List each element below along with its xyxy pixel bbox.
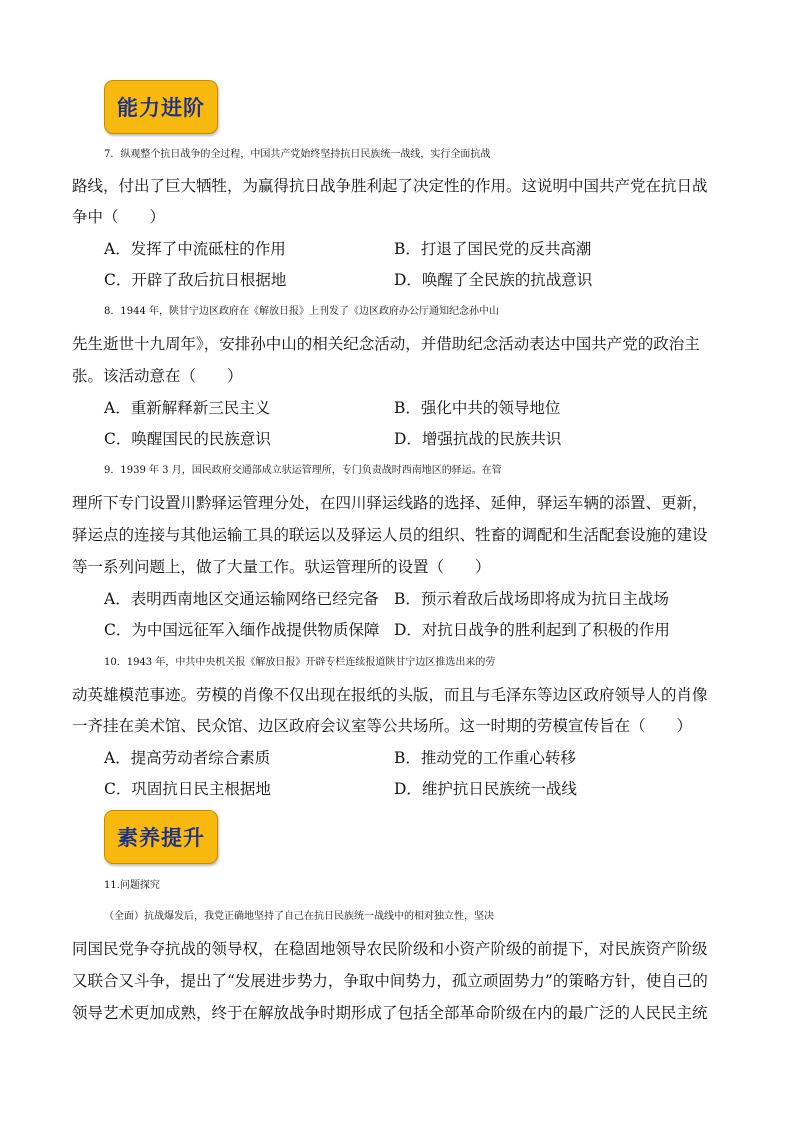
- question-11-line-2: 同国民党争夺抗战的领导权，在稳固地领导农民阶级和小资产阶级的前提下，对民族资产阶级: [72, 940, 708, 958]
- question-9-line-3: 驿运点的连接与其他运输工具的联运以及驿运人员的组织、牲畜的调配和生活配套设施的建设: [72, 526, 708, 544]
- question-10-line-2: 动英雄模范事迹。劳模的肖像不仅出现在报纸的头版，而且与毛泽东等边区政府领导人的肖像: [72, 686, 708, 704]
- question-9-option-a: A．表明西南地区交通运输网络已经完备: [104, 590, 379, 608]
- question-11-line-4: 领导艺术更加成熟，终于在解放战争时期形成了包括全部革命阶级在内的最广泛的人民民主统: [72, 1004, 708, 1022]
- question-9-option-d: D．对抗日战争的胜利起到了积极的作用: [394, 621, 670, 639]
- question-8-line-2: 先生逝世十九周年》，安排孙中山的相关纪念活动，并借助纪念活动表达中国共产党的政治主: [72, 335, 700, 353]
- question-7-option-c: C．开辟了敌后抗日根据地: [104, 271, 287, 289]
- section-badge-literacy: [104, 810, 218, 864]
- question-10-option-c: C．巩固抗日民主根据地: [104, 780, 271, 798]
- question-10-option-a: A．提高劳动者综合素质: [104, 749, 271, 767]
- question-7-option-a: A．发挥了中流砥柱的作用: [104, 240, 286, 258]
- question-10-option-d: D．维护抗日民族统一战线: [394, 780, 577, 798]
- question-7-line-3: 争中（ ）: [72, 208, 166, 226]
- question-9-line-4: 等一系列问题上，做了大量工作。驮运管理所的设置（ ）: [72, 558, 491, 576]
- question-8-line-3: 张。该活动意在（ ）: [72, 367, 243, 385]
- question-8-option-b: B．强化中共的领导地位: [394, 399, 561, 417]
- question-8-option-d: D．增强抗战的民族共识: [394, 430, 562, 448]
- question-11-line-1: （全面）抗战爆发后，我党正确地坚持了自己在抗日民族统一战线中的相对独立性，坚决: [104, 911, 494, 922]
- question-9-option-c: C．为中国远征军入缅作战提供物质保障: [104, 621, 380, 639]
- question-8-line-1: 8．1944 年，陕甘宁边区政府在《解放日报》上刊发了《边区政府办公厅通知纪念孙中山: [104, 306, 499, 317]
- question-7-option-b: B．打退了国民党的反共高潮: [394, 240, 592, 258]
- question-7-line-2: 路线，付出了巨大牺牲，为赢得抗日战争胜利起了决定性的作用。这说明中国共产党在抗日战: [72, 177, 708, 195]
- question-11-line-3: 又联合又斗争，提出了“发展进步势力，争取中间势力，孤立顽固势力”的策略方针，使自己的: [72, 972, 708, 990]
- question-9-line-1: 9．1939 年 3 月，国民政府交通部成立驮运管理所，专门负责战时西南地区的驿运。在管: [104, 465, 502, 476]
- question-10-line-3: 一齐挂在美术馆、民众馆、边区政府会议室等公共场所。这一时期的劳模宣传旨在（ ）: [72, 717, 693, 735]
- question-7-option-d: D．唤醒了全民族的抗战意识: [394, 271, 593, 289]
- section-title-ability: 能力进阶: [117, 96, 205, 120]
- question-10-line-1: 10．1943 年，中共中央机关报《解放日报》开辟专栏连续报道陕甘宁边区推选出来的劳: [104, 657, 496, 668]
- question-9-line-2: 理所下专门设置川黔驿运管理分处，在四川驿运线路的选择、延伸，驿运车辆的添置、更新，: [72, 494, 708, 512]
- section-badge-ability: [104, 80, 218, 134]
- section-title-literacy: 素养提升: [117, 826, 205, 850]
- question-9-option-b: B．预示着敌后战场即将成为抗日主战场: [394, 590, 669, 608]
- question-7-line-1: 7．纵观整个抗日战争的全过程，中国共产党始终坚持抗日民族统一战线，实行全面抗战: [104, 149, 491, 160]
- question-11-title: 11.问题探究: [104, 880, 160, 891]
- question-10-option-b: B．推动党的工作重心转移: [394, 749, 576, 767]
- question-8-option-a: A．重新解释新三民主义: [104, 399, 271, 417]
- question-8-option-c: C．唤醒国民的民族意识: [104, 430, 271, 448]
